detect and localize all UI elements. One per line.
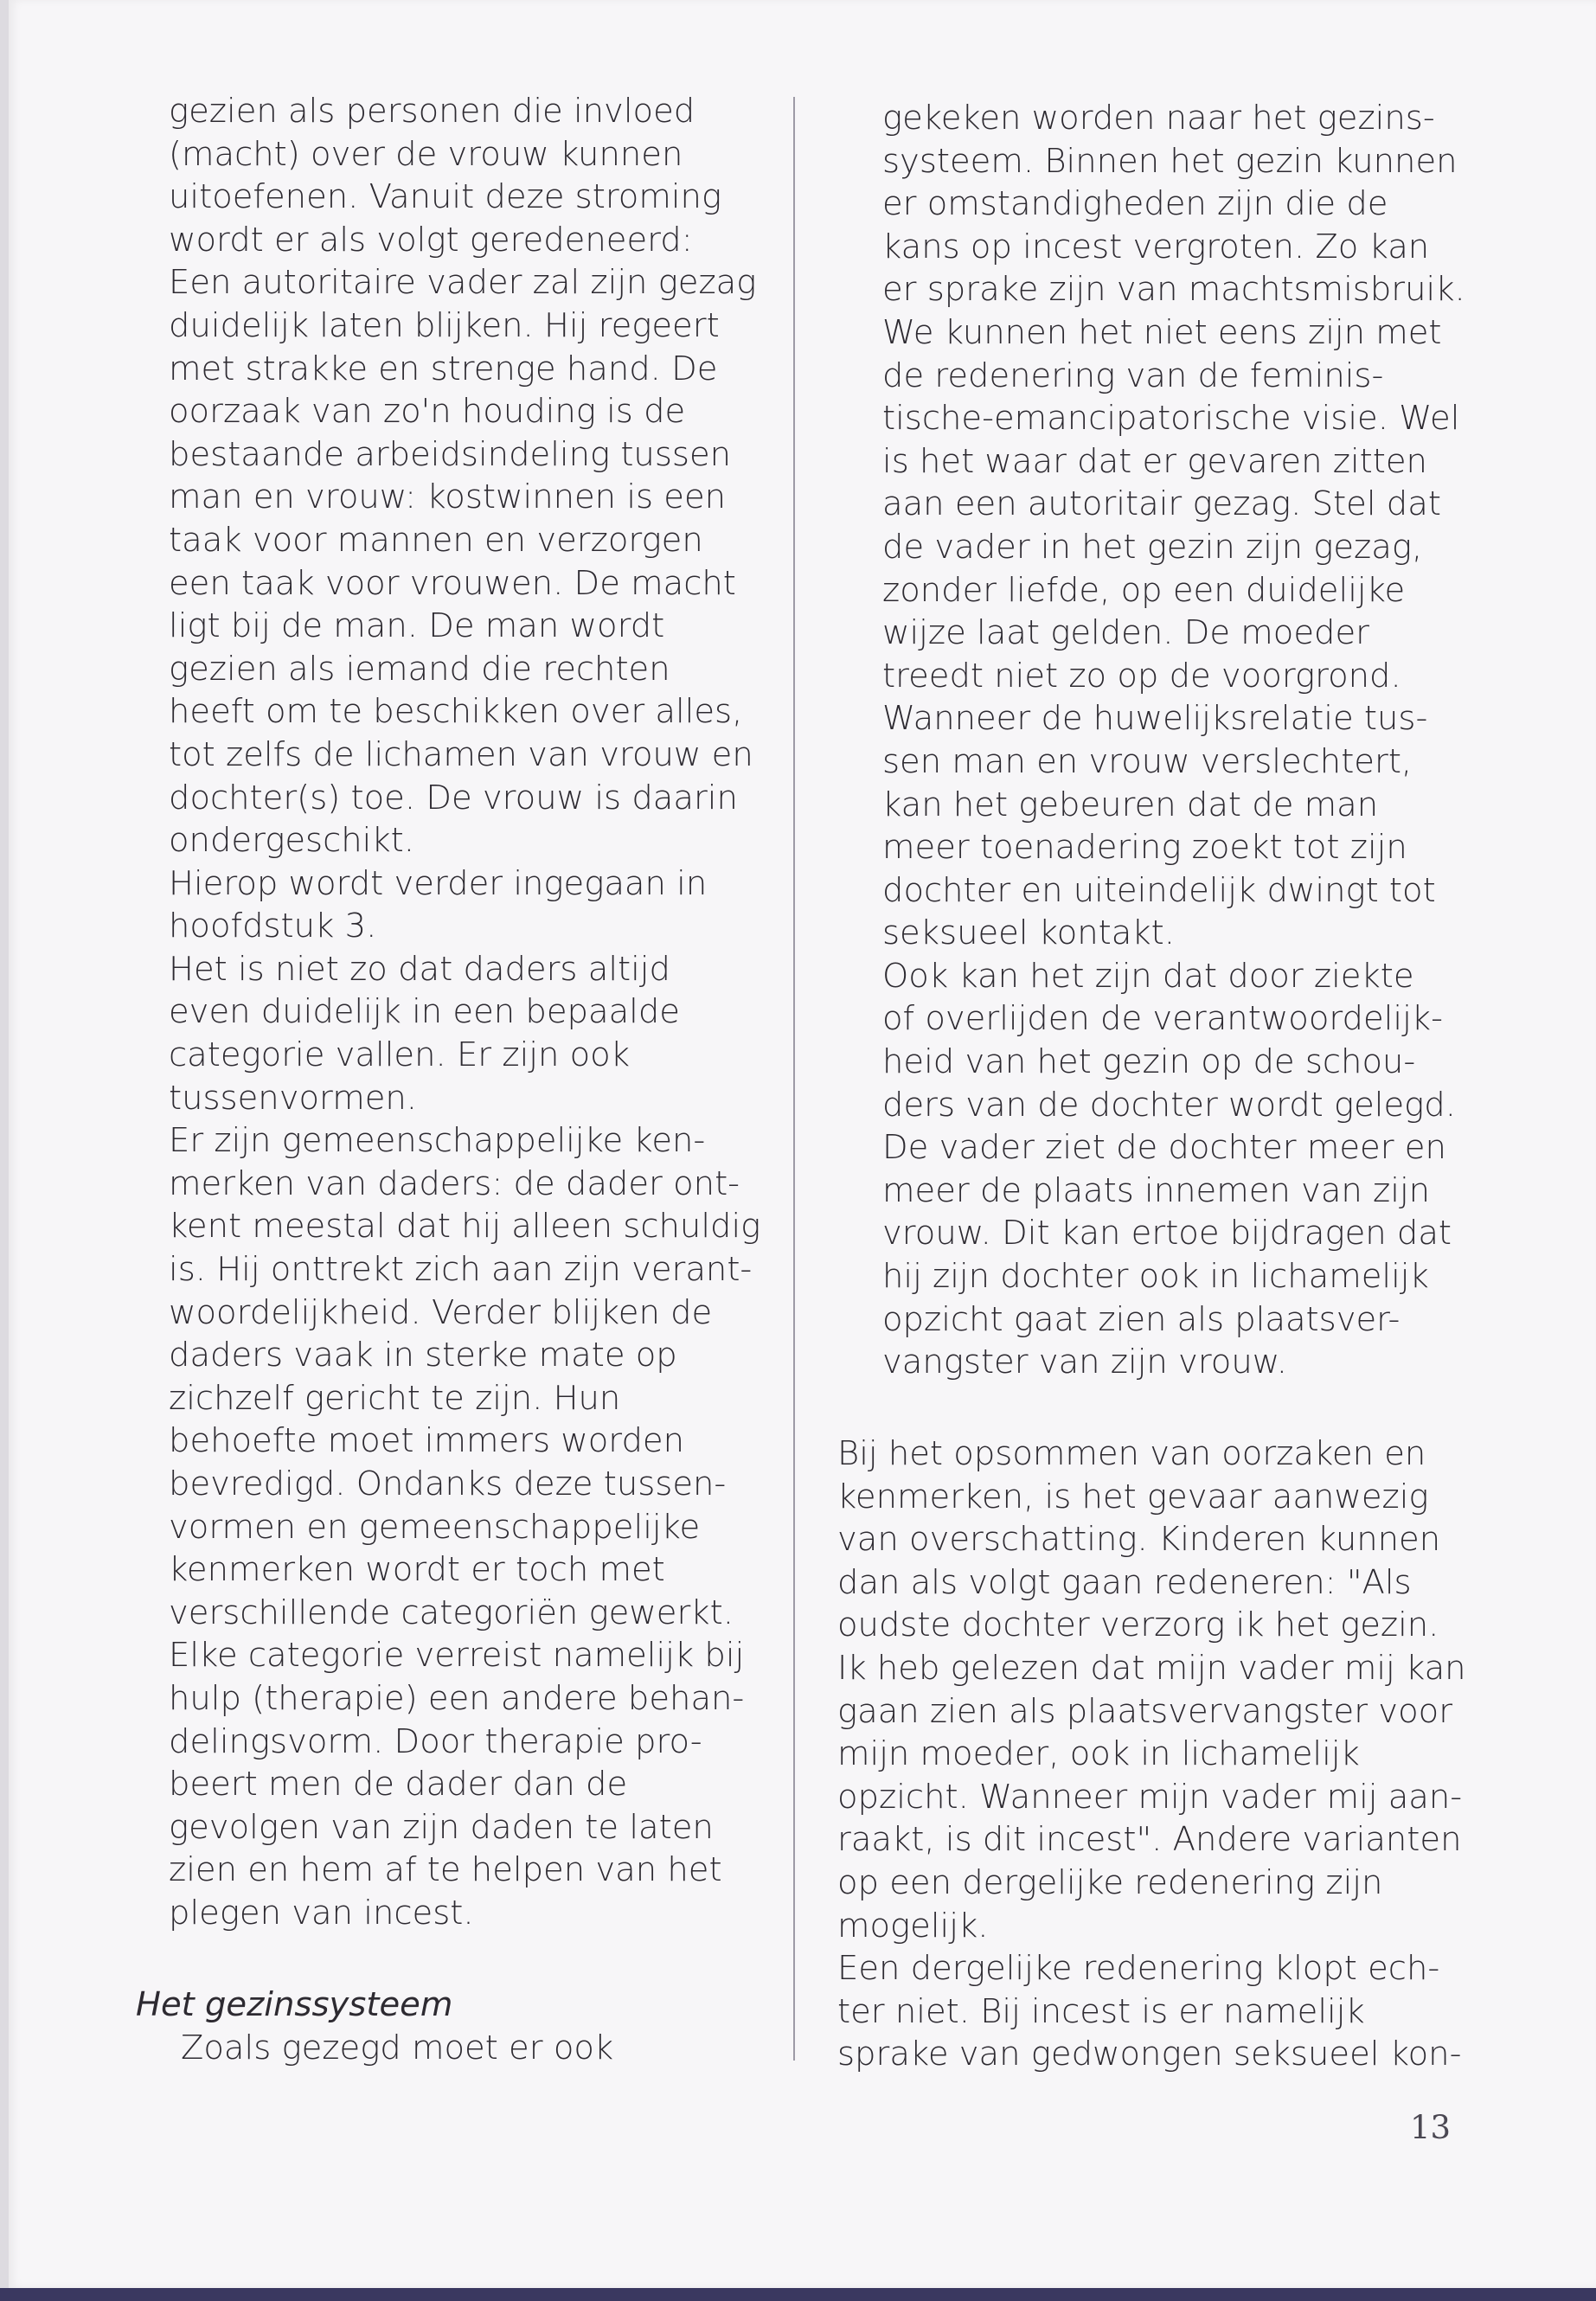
text-line: mijn moeder, ook in lichamelijk <box>837 1734 1360 1774</box>
text-line: heeft om te beschikken over alles, <box>169 692 743 732</box>
text-line: aan een autoritair gezag. Stel dat <box>882 484 1441 524</box>
text-line: gekeken worden naar het gezins- <box>882 99 1435 138</box>
text-line: opzicht. Wanneer mijn vader mij aan- <box>837 1777 1463 1817</box>
text-line: sprake van gedwongen seksueel kon- <box>837 2035 1462 2074</box>
text-line: er omstandigheden zijn die de <box>882 184 1388 224</box>
text-line: kans op incest vergroten. Zo kan <box>882 227 1430 266</box>
text-line: We kunnen het niet eens zijn met <box>882 312 1442 352</box>
text-line: zichzelf gericht te zijn. Hun <box>169 1378 621 1418</box>
text-line: Hierop wordt verder ingegaan in <box>169 863 708 903</box>
text-line: merken van daders: de dader ont- <box>169 1163 740 1203</box>
text-line: vormen en gemeenschappelijke <box>169 1507 701 1547</box>
text-line: seksueel kontakt. <box>882 913 1176 953</box>
left-column <box>169 90 760 1935</box>
text-line: meer toenadering zoekt tot zijn <box>882 828 1407 868</box>
text-line: ter niet. Bij incest is er namelijk <box>837 1991 1365 2031</box>
text-line: Zoals gezegd moet er ook <box>181 2028 614 2067</box>
text-line: categorie vallen. Er zijn ook <box>169 1035 631 1075</box>
text-line: meer de plaats innemen van zijn <box>882 1170 1431 1210</box>
text-line: Ook kan het zijn dat door ziekte <box>882 956 1414 996</box>
text-line: dochter(s) toe. De vrouw is daarin <box>169 778 738 817</box>
text-line: De vader ziet de dochter meer en <box>882 1128 1446 1168</box>
text-line: Er zijn gemeenschappelijke ken- <box>169 1121 706 1161</box>
text-line: duidelijk laten blijken. Hij regeert <box>169 305 720 345</box>
text-line: dan als volgt gaan redeneren: "Als <box>837 1562 1412 1602</box>
text-line: beert men de dader dan de <box>169 1765 628 1804</box>
text-line: gaan zien als plaatsvervangster voor <box>837 1691 1453 1731</box>
text-line: ligt bij de man. De man wordt <box>169 606 665 646</box>
text-line: gevolgen van zijn daden te laten <box>169 1807 714 1847</box>
section <box>136 1984 613 2069</box>
text-line: ders van de dochter wordt gelegd. <box>882 1085 1456 1125</box>
text-line: Een dergelijke redenering klopt ech- <box>837 1949 1440 1989</box>
text-line: tische-emancipatorische visie. Wel <box>882 399 1460 439</box>
section-heading: Het gezinssysteem <box>136 1985 453 2024</box>
text-line: verschillende categoriën gewerkt. <box>169 1593 734 1632</box>
text-line: woordelijkheid. Verder blijken de <box>169 1292 713 1332</box>
text-line: plegen van incest. <box>169 1893 474 1932</box>
text-line: oorzaak van zo'n houding is de <box>169 392 686 432</box>
text-line: treedt niet zo op de voorgrond. <box>882 656 1401 695</box>
text-line: met strakke en strenge hand. De <box>169 349 718 388</box>
text-line: even duidelijk in een bepaalde <box>169 992 680 1032</box>
text-line: bevredigd. Ondanks deze tussen- <box>169 1465 727 1503</box>
text-line: mogelijk. <box>837 1906 989 1945</box>
text-line: Elke categorie verreist namelijk bij <box>169 1636 745 1676</box>
text-line: gezien als iemand die rechten <box>169 649 670 689</box>
text-line: kent meestal dat hij alleen schuldig <box>169 1207 761 1247</box>
text-line: kenmerken wordt er toch met <box>169 1550 665 1590</box>
right-column-indented <box>882 97 1465 1384</box>
text-line: Ik heb gelezen dat mijn vader mij kan <box>837 1648 1466 1688</box>
text-line: een taak voor vrouwen. De macht <box>169 563 736 603</box>
text-line: de vader in het gezin zijn gezag, <box>882 527 1423 567</box>
text-line: op een dergelijke redenering zijn <box>837 1862 1383 1902</box>
text-line: gezien als personen die invloed <box>169 92 695 131</box>
text-line: tot zelfs de lichamen van vrouw en <box>169 734 753 774</box>
text-line: is. Hij onttrekt zich aan zijn verant- <box>169 1250 753 1290</box>
text-line: Bij het opsommen van oorzaken en <box>837 1434 1426 1473</box>
text-line: tussenvormen. <box>169 1078 418 1118</box>
text-line: daders vaak in sterke mate op <box>169 1336 677 1375</box>
text-line: raakt, is dit incest". Andere varianten <box>837 1820 1462 1860</box>
text-line: wordt er als volgt geredeneerd: <box>169 220 693 260</box>
text-line: Een autoritaire vader zal zijn gezag <box>169 263 757 303</box>
text-line: of overlijden de verantwoordelijk- <box>882 999 1443 1039</box>
column-divider <box>793 97 795 2061</box>
text-line: systeem. Binnen het gezin kunnen <box>882 141 1458 181</box>
text-line: Wanneer de huwelijksrelatie tus- <box>882 699 1428 739</box>
text-line: dochter en uiteindelijk dwingt tot <box>882 870 1436 910</box>
text-line: bestaande arbeidsindeling tussen <box>169 434 732 474</box>
text-line: hulp (therapie) een andere behan- <box>169 1678 745 1718</box>
text-line: vrouw. Dit kan ertoe bijdragen dat <box>882 1214 1452 1253</box>
scan-edge <box>0 2288 1596 2301</box>
text-line: kan het gebeuren dat de man <box>882 785 1379 824</box>
text-line: van overschatting. Kinderen kunnen <box>837 1520 1441 1560</box>
text-line: zien en hem af te helpen van het <box>169 1850 722 1890</box>
text-line: hij zijn dochter ook in lichamelijk <box>882 1257 1429 1297</box>
text-line: man en vrouw: kostwinnen is een <box>169 478 727 517</box>
text-line: vangster van zijn vrouw. <box>882 1343 1287 1382</box>
text-line: ondergeschikt. <box>169 821 414 861</box>
text-line: sen man en vrouw verslechtert, <box>882 741 1413 781</box>
text-line: kenmerken, is het gevaar aanwezig <box>837 1477 1429 1516</box>
page-number: 13 <box>1410 2109 1452 2146</box>
right-column-body <box>837 1433 1466 2076</box>
text-line: behoefte moet immers worden <box>169 1421 684 1461</box>
text-line: uitoefenen. Vanuit deze stroming <box>169 177 722 217</box>
text-line: er sprake zijn van machtsmisbruik. <box>882 270 1465 310</box>
text-line: (macht) over de vrouw kunnen <box>169 134 683 174</box>
text-line: wijze laat gelden. De moeder <box>882 613 1369 653</box>
text-line: hoofdstuk 3. <box>169 907 377 946</box>
text-line: taak voor mannen en verzorgen <box>169 520 703 560</box>
text-line: heid van het gezin op de schou- <box>882 1042 1416 1082</box>
text-line: is het waar dat er gevaren zitten <box>882 441 1427 481</box>
text-line: opzicht gaat zien als plaatsver- <box>882 1299 1401 1339</box>
text-line: zonder liefde, op een duidelijke <box>882 570 1406 610</box>
text-line: delingsvorm. Door therapie pro- <box>169 1721 702 1761</box>
text-line: Het is niet zo dat daders altijd <box>169 949 670 989</box>
text-line: oudste dochter verzorg ik het gezin. <box>837 1606 1439 1645</box>
text-line: de redenering van de feminis- <box>882 356 1384 395</box>
